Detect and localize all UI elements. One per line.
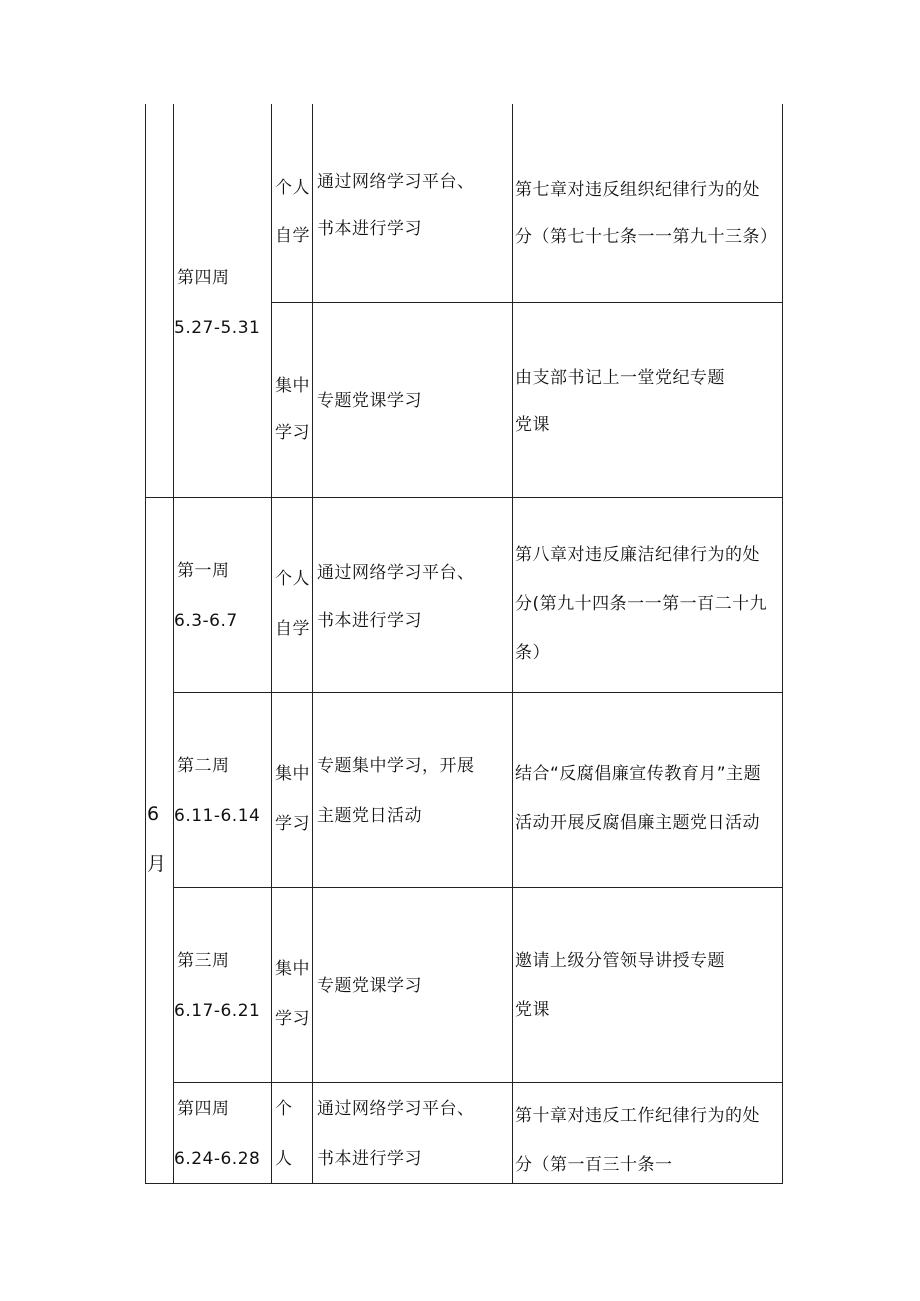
week-label: 第一周 <box>177 561 230 581</box>
study-content: 邀请上级分管领导讲授专题 <box>515 951 725 971</box>
table-border-right <box>782 104 783 1184</box>
study-content: 第十章对违反工作纪律行为的处 <box>515 1106 760 1126</box>
study-method: 通过网络学习平台、 <box>317 1099 475 1119</box>
study-method: 通过网络学习平台、 <box>317 563 475 583</box>
study-content: 结合“反腐倡廉宣传教育月”主题 <box>515 764 762 784</box>
column-divider-form <box>271 104 272 1184</box>
study-content: 党课 <box>515 1000 550 1020</box>
study-content: 党课 <box>515 415 550 435</box>
month-char: 月 <box>147 853 167 875</box>
study-form: 人 <box>275 1149 293 1169</box>
study-method: 通过网络学习平台、 <box>317 172 475 192</box>
study-form: 个 <box>275 1099 293 1119</box>
week-label: 第四周 <box>177 268 230 288</box>
week-dates: 6.17-6.21 <box>174 1001 261 1021</box>
week-dates: 6.24-6.28 <box>174 1149 261 1169</box>
study-content: 活动开展反腐倡廉主题党日活动 <box>515 813 760 833</box>
row-divider <box>173 887 783 888</box>
study-content: 第七章对违反组织纪律行为的处 <box>515 180 760 200</box>
row-divider-session <box>271 302 783 303</box>
week-dates: 5.27-5.31 <box>174 318 261 338</box>
week-dates: 6.3-6.7 <box>174 611 238 631</box>
study-form: 个人 <box>275 178 310 198</box>
row-divider-month <box>145 497 783 498</box>
table-border-bottom <box>145 1183 783 1184</box>
month-number: 6 <box>147 803 160 825</box>
study-form: 自学 <box>275 619 310 639</box>
study-method: 主题党日活动 <box>317 806 422 826</box>
study-form: 集中 <box>275 764 310 784</box>
week-label: 第三周 <box>177 951 230 971</box>
study-content: 第八章对违反廉洁纪律行为的处 <box>515 545 760 565</box>
study-form: 学习 <box>275 814 310 834</box>
week-label: 第四周 <box>177 1099 230 1119</box>
study-form: 学习 <box>275 1009 310 1029</box>
row-divider <box>173 692 783 693</box>
column-divider-method <box>312 104 313 1184</box>
study-method: 专题党课学习 <box>317 976 422 996</box>
study-content: 条） <box>515 643 550 663</box>
week-label: 第二周 <box>177 756 230 776</box>
study-method: 书本进行学习 <box>317 1149 422 1169</box>
study-form: 集中 <box>275 959 310 979</box>
study-content: 由支部书记上一堂党纪专题 <box>515 368 725 388</box>
table-border-left <box>145 104 146 1184</box>
study-content: 分(第九十四条一一第一百二十九 <box>515 594 768 614</box>
study-form: 个人 <box>275 569 310 589</box>
row-divider <box>173 1082 783 1083</box>
study-method: 专题党课学习 <box>317 391 422 411</box>
study-content: 分（第一百三十条一 <box>515 1155 673 1175</box>
study-form: 学习 <box>275 423 310 443</box>
study-form: 自学 <box>275 226 310 246</box>
week-dates: 6.11-6.14 <box>174 806 261 826</box>
study-method: 书本进行学习 <box>317 611 422 631</box>
study-content: 分（第七十七条一一第九十三条） <box>515 227 778 247</box>
study-method: 专题集中学习，开展 <box>317 756 475 776</box>
column-divider-content <box>512 104 513 1184</box>
study-form: 集中 <box>275 376 310 396</box>
study-method: 书本进行学习 <box>317 219 422 239</box>
